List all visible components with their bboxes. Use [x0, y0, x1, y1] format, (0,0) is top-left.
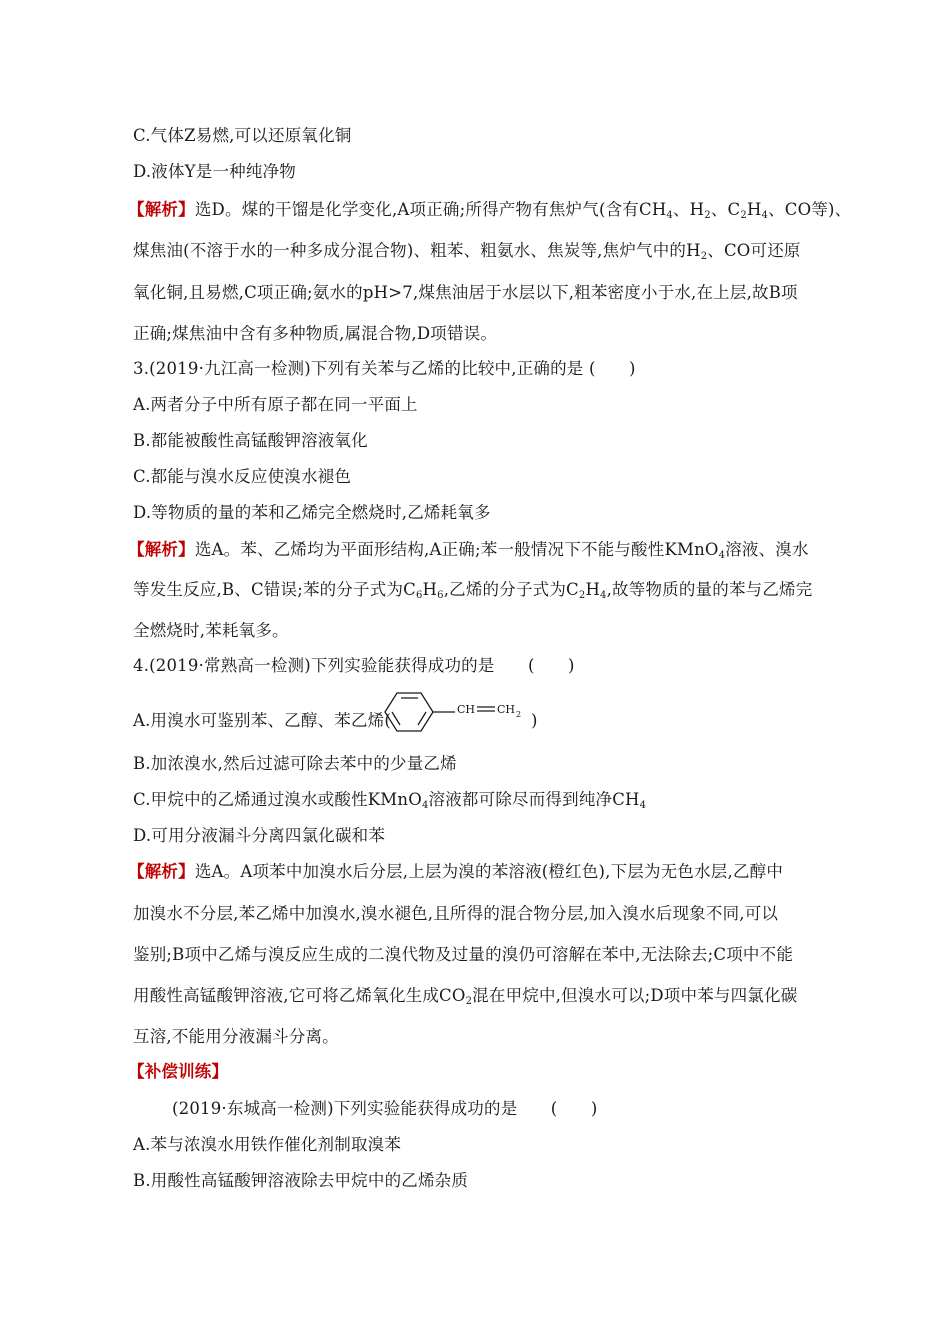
styrene-structure: [371, 688, 531, 736]
ch2-subscript: 2: [516, 710, 522, 719]
q2-option-d: D.液体Y是一种纯净物: [133, 162, 296, 181]
analysis-tag: 【解析】: [128, 200, 195, 219]
q3-analysis-line-3: 全燃烧时,苯耗氧多。: [133, 621, 289, 640]
ch2-label: CH: [497, 703, 516, 716]
q2-analysis-line-4: 正确;煤焦油中含有多种物质,属混合物,D项错误。: [133, 324, 498, 343]
q3-analysis-line-1: 【解析】选A。苯、乙烯均为平面形结构,A正确;苯一般情况下不能与酸性KMnO$_4$溶液、溴水: [128, 540, 809, 561]
q4-analysis-line-3: 鉴别;B项中乙烯与溴反应生成的二溴代物及过量的溴仍可溶解在苯中,无法除去;C项中不能: [133, 945, 794, 964]
q3-stem: 3.(2019·九江高一检测)下列有关苯与乙烯的比较中,正确的是 ( ): [133, 359, 636, 378]
extra-training-tag: 【补偿训练】: [128, 1062, 229, 1081]
q4-analysis-line-5: 互溶,不能用分液漏斗分离。: [133, 1027, 339, 1046]
q2-analysis-line-1: 【解析】选D。煤的干馏是化学变化,A项正确;所得产物有焦炉气(含有$CH_4$、$H_2$、$C_2H_4$、CO等)、: [128, 200, 852, 221]
analysis-tag: 【解析】: [128, 862, 195, 881]
q4-option-c: C.甲烷中的乙烯通过溴水或酸性KMnO$_4$溶液都可除尽而得到纯净$CH_4$: [133, 790, 647, 811]
q3-option-a: A.两者分子中所有原子都在同一平面上: [133, 395, 418, 414]
extra-option-b: B.用酸性高锰酸钾溶液除去甲烷中的乙烯杂质: [133, 1171, 469, 1190]
q4-stem: 4.(2019·常熟高一检测)下列实验能获得成功的是 ( ): [133, 656, 575, 675]
ch-label: CH: [457, 703, 476, 716]
q2-analysis-line-3: 氧化铜,且易燃,C项正确;氨水的pH>7,煤焦油居于水层以下,粗苯密度小于水,在上层,故B项: [133, 283, 798, 302]
q4-analysis-line-2: 加溴水不分层,苯乙烯中加溴水,溴水褪色,且所得的混合物分层,加入溴水后现象不同,可以: [133, 904, 779, 923]
q2-option-c: C.气体Z易燃,可以还原氧化铜: [133, 126, 352, 145]
q3-analysis-line-2: 等发生反应,B、C错误;苯的分子式为$C_6H_6$,乙烯的分子式为$C_2H_4$,故等物质的量的苯与乙烯完: [133, 580, 813, 601]
q4-analysis-line-4: 用酸性高锰酸钾溶液,它可将乙烯氧化生成$CO_2$混在甲烷中,但溴水可以;D项中苯与四氯化碳: [133, 986, 798, 1007]
q4-option-a: A.用溴水可鉴别苯、乙醇、苯乙烯(: [133, 711, 391, 730]
q4-option-b: B.加浓溴水,然后过滤可除去苯中的少量乙烯: [133, 754, 457, 773]
q4-option-d: D.可用分液漏斗分离四氯化碳和苯: [133, 826, 386, 845]
extra-option-a: A.苯与浓溴水用铁作催化剂制取溴苯: [133, 1135, 402, 1154]
q2-analysis-line-2: 煤焦油(不溶于水的一种多成分混合物)、粗苯、粗氨水、焦炭等,焦炉气中的$H_2$、CO可还原: [133, 241, 801, 262]
q4-option-a-close: ): [531, 711, 538, 730]
q3-option-b: B.都能被酸性高锰酸钾溶液氧化: [133, 431, 368, 450]
q3-option-d: D.等物质的量的苯和乙烯完全燃烧时,乙烯耗氧多: [133, 503, 491, 522]
extra-stem: (2019·东城高一检测)下列实验能获得成功的是 ( ): [172, 1099, 598, 1118]
analysis-tag: 【解析】: [128, 540, 195, 559]
q3-option-c: C.都能与溴水反应使溴水褪色: [133, 467, 352, 486]
q4-analysis-line-1: 【解析】选A。A项苯中加溴水后分层,上层为溴的苯溶液(橙红色),下层为无色水层,乙醇中: [128, 862, 784, 881]
